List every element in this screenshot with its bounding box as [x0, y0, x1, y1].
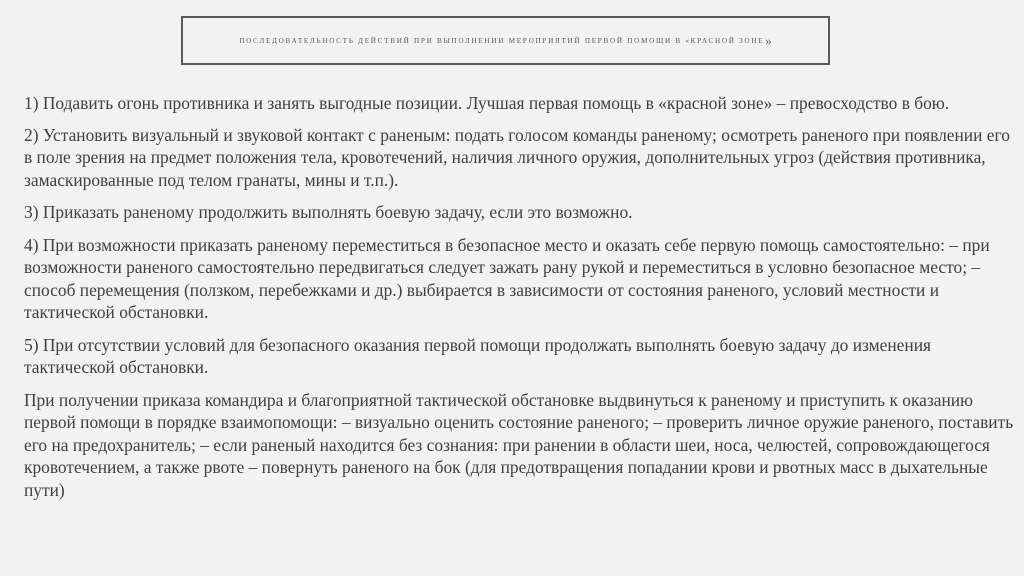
paragraph-4: 4) При возможности приказать раненому переместиться в безопасное место и оказать себе первую помощь самостоятельно: – при возможности раненого самостоятельно передвигаться следует зажать рану рукой и переместиться в условно безопасное место; – способ перемещения (ползком, перебежками и др.) выбирается в зависимости от состояния раненого, условий местности и тактической обстановки.	[24, 234, 990, 322]
paragraph-2: 2) Установить визуальный и звуковой контакт с раненым: подать голосом команды раненому; осмотреть раненого при появлении его в поле зрения на предмет положения тела, кровотечений, наличия личного оружия, дополнительных угроз (действия противника, замаскированные под телом гранаты, мины и т.п.).	[24, 124, 1010, 190]
paragraph-3: 3) Приказать раненому продолжить выполнять боевую задачу, если это возможно.	[24, 202, 633, 222]
paragraph-6: При получении приказа командира и благоприятной тактической обстановке выдвинуться к раненому и приступить к оказанию первой помощи в порядке взаимопомощи: – визуально оценить состояние раненого; – проверить личное оружие раненого, поставить его на предохранитель; – если раненый находится без сознания: при ранении в области шеи, носа, челюстей, сопровождающегося кровотечением, а также рвоте – повернуть раненого на бок (для предотвращения попадании крови и рвотных масс в дыхательные пути)	[24, 389, 1014, 500]
slide-body	[24, 92, 1014, 511]
title-closing-quote: »	[765, 32, 772, 48]
slide-title: ПОСЛЕДОВАТЕЛЬНОСТЬ ДЕЙСТВИЙ ПРИ ВЫПОЛНЕНИИ МЕРОПРИЯТИЙ ПЕРВОЙ ПОМОЩИ В «КРАСНОЙ ЗОНЕ	[239, 36, 765, 45]
paragraph-5: 5) При отсутствии условий для безопасного оказания первой помощи продолжать выполнять боевую задачу до изменения тактической обстановки.	[24, 334, 932, 377]
paragraph-1: 1) Подавить огонь противника и занять выгодные позиции. Лучшая первая помощь в «красной зоне» – превосходство в бою.	[24, 93, 950, 113]
title-box	[181, 16, 830, 65]
